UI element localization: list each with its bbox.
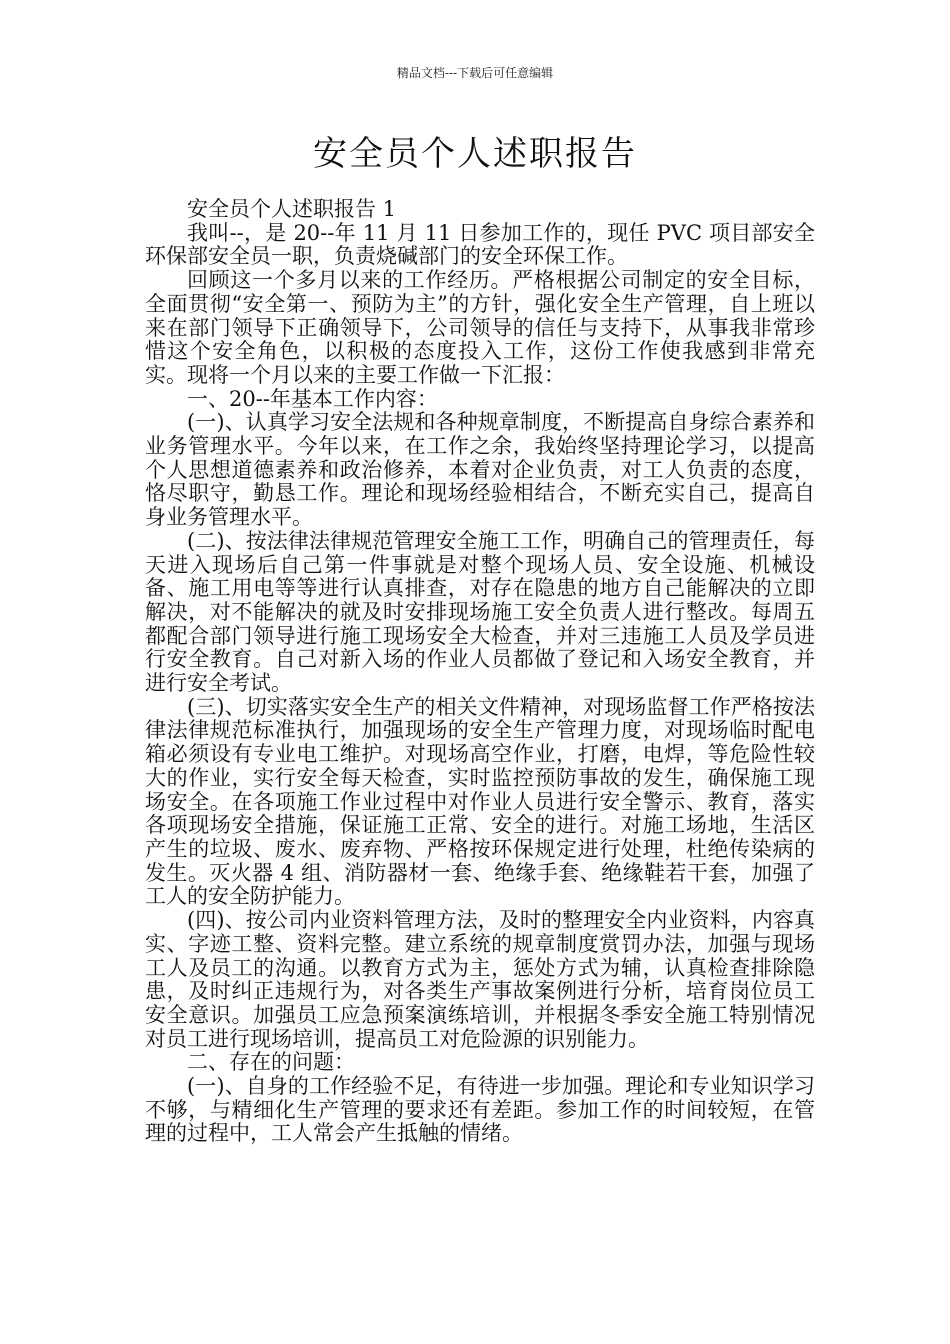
paragraph-item-3: (三)、切实落实安全生产的相关文件精神，对现场监督工作严格按法律法律规范标准执行，加强现场的安全生产管理力度，对现场临时配电箱必须设有专业电工维护。对现场高空作业，打磨，电焊，等危险性较大的作业，实行安全每天检查，实时监控预防事故的发生，确保施工现场安全。在各项施工作业过程中对作业人员进行安全警示、教育，落实各项现场安全措施，保证施工正常、安全的进行。对施工场地，生活区产生的垃圾、废水、废弃物、严格按环保规定进行处理，杜绝传染病的发生。灭火器 4 组、消防器材一套、绝缘手套、绝缘鞋若干套，加强了工人的安全防护能力。 [145, 694, 815, 909]
paragraph-intro: 我叫--，是 20--年 11 月 11 日参加工作的，现任 PVC 项目部安全环保部安全员一职，负责烧碱部门的安全环保工作。 [145, 220, 815, 269]
document-title: 安全员个人述职报告 [313, 134, 637, 174]
section-heading-problems: 二、存在的问题： [187, 1050, 355, 1075]
paragraph-item-4: (四)、按公司内业资料管理方法，及时的整理安全内业资料，内容真实、字迹工整、资料完整。建立系统的规章制度赏罚办法，加强与现场工人及员工的沟通。以教育方式为主，惩处方式为辅，认真检查排除隐患，及时纠正违规行为，对各类生产事故案例进行分析，培育岗位员工安全意识。加强员工应急预案演练培训，并根据冬季安全施工特别情况对员工进行现场培训，提高员工对危险源的识别能力。 [145, 908, 815, 1051]
document-body [145, 198, 815, 1146]
section-heading-work: 一、20--年基本工作内容： [187, 386, 438, 411]
paragraph-subtitle: 安全员个人述职报告 1 [187, 197, 397, 221]
paragraph-item-2: (二)、按法律法律规范管理安全施工工作，明确自己的管理责任，每天进入现场后自己第一件事就是对整个现场人员、安全设施、机械设备、施工用电等等进行认真排查，对存在隐患的地方自己能解决的立即解决，对不能解决的就及时安排现场施工安全负责人进行整改。每周五都配合部门领导进行施工现场安全大检查，并对三违施工人员及学员进行安全教育。自己对新入场的作业人员都做了登记和入场安全教育，并进行安全考试。 [145, 528, 815, 696]
paragraph-item-1: (一)、认真学习安全法规和各种规章制度，不断提高自身综合素养和业务管理水平。今年以来，在工作之余，我始终坚持理论学习，以提高个人思想道德素养和政治修养，本着对企业负责，对工人负责的态度，恪尽职守，勤恳工作。理论和现场经验相结合，不断充实自己，提高自身业务管理水平。 [145, 410, 815, 530]
header-note: 精品文档---下载后可任意编辑 [396, 66, 554, 80]
paragraph-review: 回顾这一个多月以来的工作经历。严格根据公司制定的安全目标，全面贯彻“安全第一、预防为主”的方针，强化安全生产管理，自上班以来在部门领导下正确领导下，公司领导的信任与支持下，从事我非常珍惜这个安全角色，以积极的态度投入工作，这份工作使我感到非常充实。现将一个月以来的主要工作做一下汇报： [145, 268, 815, 387]
paragraph-problem-1: (一)、自身的工作经验不足，有待进一步加强。理论和专业知识学习不够，与精细化生产管理的要求还有差距。参加工作的时间较短，在管理的过程中，工人常会产生抵触的情绪。 [145, 1074, 815, 1146]
